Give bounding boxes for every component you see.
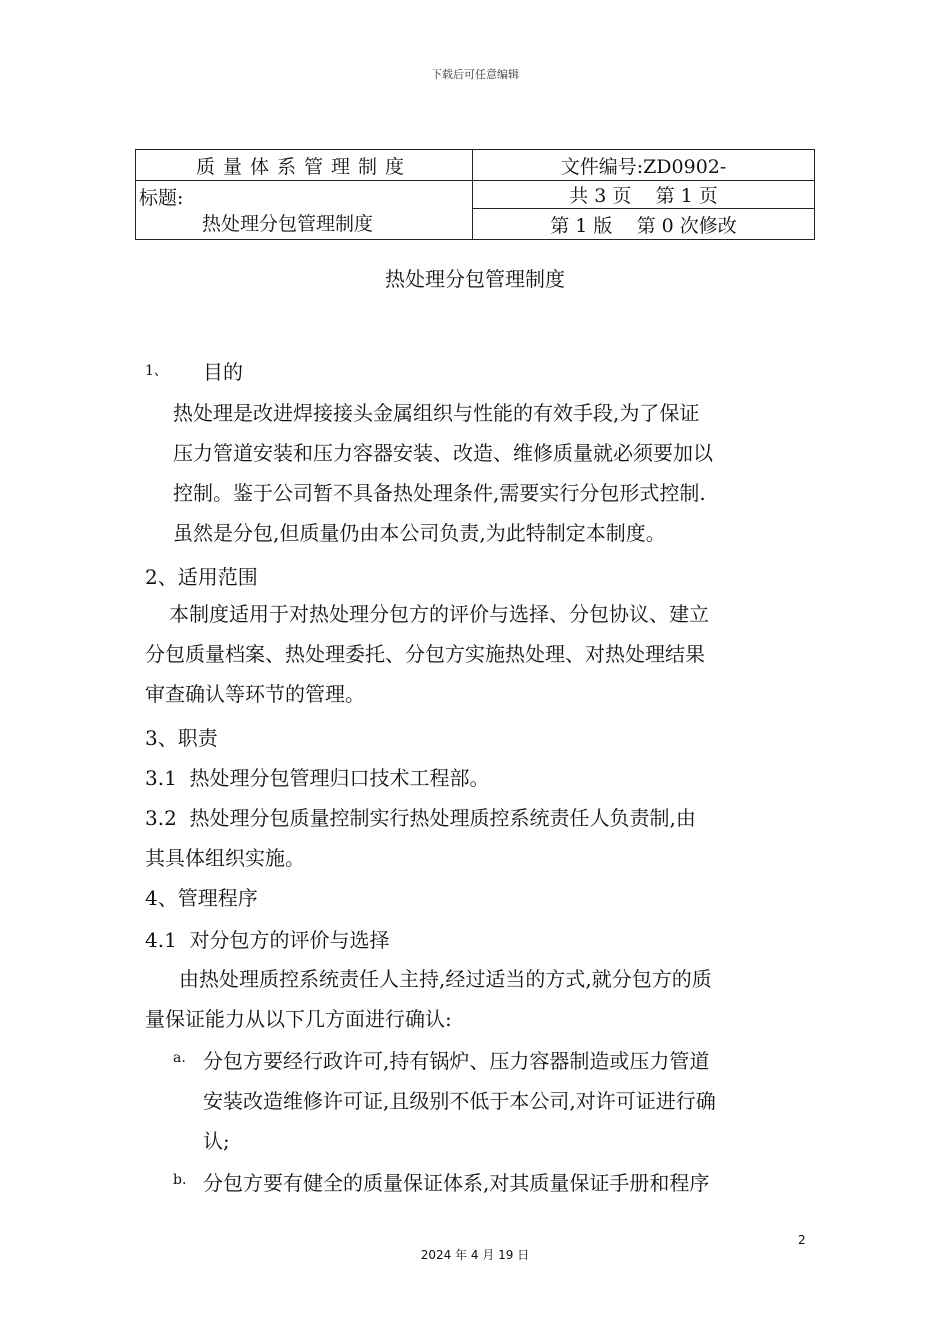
list-marker-b: b. bbox=[173, 1172, 187, 1188]
section-4-title: 4、管理程序 bbox=[145, 886, 258, 910]
paragraph-line: 审查确认等环节的管理。 bbox=[145, 682, 365, 706]
paragraph-line: 热处理是改进焊接接头金属组织与性能的有效手段,为了保证 bbox=[173, 401, 700, 425]
page-number: 2 bbox=[798, 1233, 806, 1247]
paragraph-line: 本制度适用于对热处理分包方的评价与选择、分包协议、建立 bbox=[169, 602, 709, 626]
title-label: 标题: bbox=[139, 187, 184, 209]
list-marker-a: a. bbox=[173, 1050, 186, 1066]
item-3-2: 3.2 热处理分包质量控制实行热处理质控系统责任人负责制,由 bbox=[145, 806, 696, 830]
paragraph-line: 压力管道安装和压力容器安装、改造、维修质量就必须要加以 bbox=[173, 441, 713, 465]
list-item-b-line: 分包方要有健全的质量保证体系,对其质量保证手册和程序 bbox=[203, 1171, 710, 1195]
system-name-cell: 质量体系管理制度 bbox=[136, 150, 473, 181]
paragraph-line: 其具体组织实施。 bbox=[145, 846, 305, 870]
title-value: 热处理分包管理制度 bbox=[202, 213, 374, 235]
section-2-title: 2、适用范围 bbox=[145, 565, 258, 589]
paragraph-line: 由热处理质控系统责任人主持,经过适当的方式,就分包方的质 bbox=[179, 967, 712, 991]
version-cell: 第 1 版 第 0 次修改 bbox=[473, 209, 815, 240]
header-note: 下载后可任意编辑 bbox=[431, 68, 519, 81]
paragraph-line: 虽然是分包,但质量仍由本公司负责,为此特制定本制度。 bbox=[173, 521, 666, 545]
section-1-number: 1、 bbox=[145, 363, 168, 379]
footer-date: 2024 年 4 月 19 日 bbox=[420, 1248, 530, 1262]
item-3-1: 3.1 热处理分包管理归口技术工程部。 bbox=[145, 766, 490, 790]
section-1-title: 目的 bbox=[203, 360, 243, 384]
paragraph-line: 分包质量档案、热处理委托、分包方实施热处理、对热处理结果 bbox=[145, 642, 705, 666]
document-title: 热处理分包管理制度 bbox=[385, 267, 565, 291]
pages-cell: 共 3 页 第 1 页 bbox=[473, 181, 815, 209]
paragraph-line: 量保证能力从以下几方面进行确认: bbox=[145, 1007, 452, 1031]
section-3-title: 3、职责 bbox=[145, 726, 218, 750]
doc-number-cell: 文件编号:ZD0902- bbox=[473, 150, 815, 181]
paragraph-line: 控制。鉴于公司暂不具备热处理条件,需要实行分包形式控制. bbox=[173, 481, 706, 505]
list-item-a-line: 分包方要经行政许可,持有锅炉、压力容器制造或压力管道 bbox=[203, 1049, 710, 1073]
item-4-1: 4.1 对分包方的评价与选择 bbox=[145, 928, 390, 952]
list-item-a-line: 安装改造维修许可证,且级别不低于本公司,对许可证进行确 bbox=[203, 1089, 716, 1113]
document-meta-table bbox=[135, 149, 815, 240]
title-cell bbox=[136, 181, 473, 240]
list-item-a-line: 认; bbox=[203, 1129, 230, 1153]
